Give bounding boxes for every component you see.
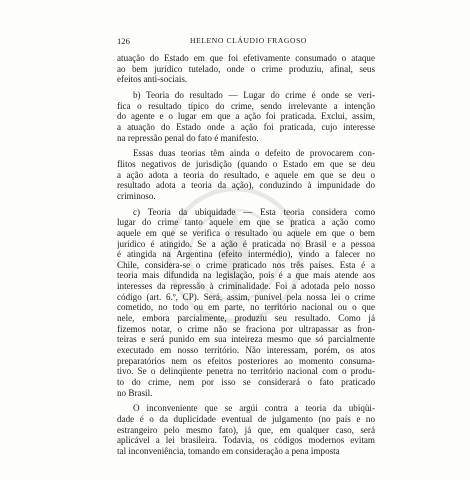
text-line: teoria mais difundida na legislação, pois é a que mais atende aos bbox=[117, 270, 375, 281]
text-line: atuação do Estado em que foi efetivamente consumado o ataque bbox=[117, 53, 375, 63]
text-line: a ação adota a teoria do resultado, e aquele em que se deu o bbox=[117, 169, 375, 180]
text-line: estrangeiro pelo mesmo fato), já que, em qualquer caso, será bbox=[117, 424, 375, 435]
paragraph-teoria-resultado bbox=[117, 90, 375, 143]
text-line: resultado adota a teoria da ação), conduzindo à impunidade do bbox=[117, 180, 375, 191]
text-line: flitos negativos de jurisdição (quando o Estado em que se deu bbox=[117, 158, 375, 169]
text-line: teiras e será punido em sua inteireza mesmo que só parcialmente bbox=[117, 334, 375, 345]
text-line: O inconveniente que se argúi contra a teoria da ubiqüi- bbox=[133, 403, 375, 414]
text-line: cometido, no todo ou em parte, no território nacional ou o que bbox=[117, 302, 375, 313]
text-line: preparatórios nem os efeitos posteriores ao momento consuma- bbox=[117, 355, 375, 366]
text-line: criminoso. bbox=[117, 190, 156, 201]
text-line: interesses da repressão à criminalidade. Foi a adotada pelo nosso bbox=[117, 281, 375, 292]
text-line: na repressão penal do fato é manifesto. bbox=[117, 132, 259, 143]
text-line: fica o resultado típico do crime, sendo irrelevante a intenção bbox=[117, 100, 375, 111]
text-line: Essas duas teorias têm ainda o defeito de provocarem con- bbox=[133, 148, 375, 159]
text-line: código (art. 6.º, CP). Será, assim, punível pela nossa lei o crime bbox=[117, 291, 375, 302]
text-line: aquele em que se verifica o resultado ou aquele em que o bem bbox=[117, 227, 375, 238]
paragraph-conflitos bbox=[117, 148, 375, 201]
text-line: do agente e o lugar em que a ação foi praticada. Exclui, assim, bbox=[117, 111, 375, 122]
text-line: b) Teoria do resultado — Lugar do crime é onde se veri- bbox=[133, 89, 375, 100]
text-line: dade é o da duplicidade eventual de julgamento (no país e no bbox=[117, 414, 375, 424]
text-line: fizemos notar, o crime não se fraciona por ultrapassar as fron- bbox=[117, 323, 375, 334]
text-line: lugar do crime tanto aquele em que se pratica a ação como bbox=[117, 217, 375, 228]
text-line: aplicável a lei brasileira. Todavia, os códigos modernos evitam bbox=[117, 435, 375, 446]
text-line: to do crime, nem por isso se considerará o fato praticado bbox=[117, 377, 375, 388]
text-line: no Brasil. bbox=[117, 387, 153, 398]
text-line: efeitos anti-sociais. bbox=[117, 74, 188, 85]
text-line: c) Teoria da ubiquidade — Esta teoria considera como bbox=[133, 206, 375, 217]
text-line: é atingida na Argentina (efeito intermédio), vindo a falecer no bbox=[117, 249, 375, 260]
text-line: executado em nosso território. Não interessam, porém, os atos bbox=[117, 345, 375, 356]
paragraph-teoria-ubiquidade bbox=[117, 207, 375, 399]
body-text bbox=[117, 53, 375, 457]
running-head: HELENO CLÁUDIO FRAGOSO bbox=[190, 36, 307, 45]
text-line: tal inconveniência, tomando em consideração a pena imposta bbox=[117, 445, 340, 456]
text-line: Chile, considera-se o crime praticado nos três países. Esta é a bbox=[117, 259, 375, 270]
paragraph-inconveniente bbox=[117, 403, 375, 456]
text-line: jurídico é atingido. Se a ação é praticada no Brasil e a pessoa bbox=[117, 238, 375, 249]
text-line: ao bem jurídico tutelado, onde o crime produziu, afinal, seus bbox=[117, 63, 375, 74]
page-header bbox=[117, 36, 375, 50]
text-line: a atuação do Estado onde a ação foi praticada, cujo interesse bbox=[117, 121, 375, 132]
text-line: nele, embora parcialmente, produziu seu resultado. Como já bbox=[117, 313, 375, 324]
text-line: tivo. Se o delinqüente penetra no território nacional com o produ- bbox=[117, 366, 375, 377]
paragraph-continuation bbox=[117, 53, 375, 85]
page-number: 126 bbox=[117, 36, 130, 46]
